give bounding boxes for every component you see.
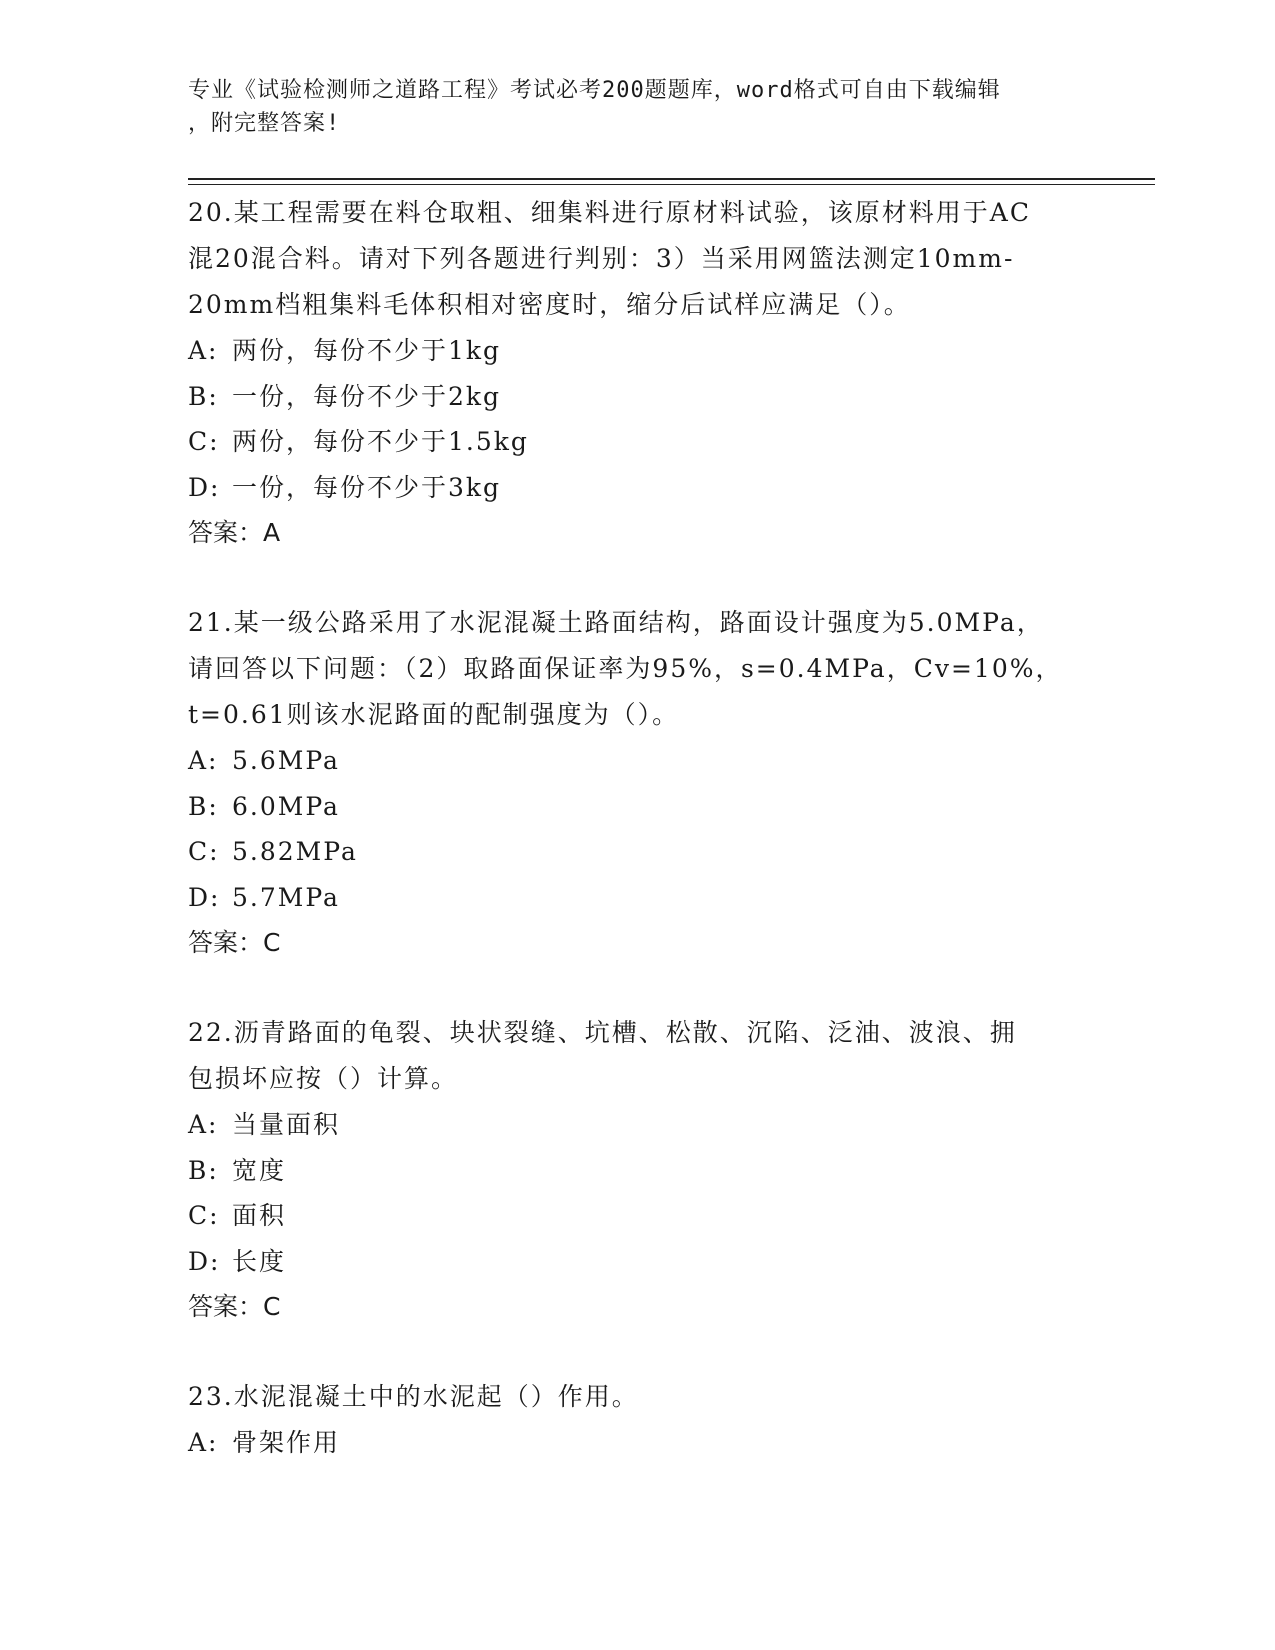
question-22 <box>188 1010 1088 1330</box>
option-letter: C: <box>188 427 220 456</box>
question-stem-line: 23.水泥混凝土中的水泥起（）作用。 <box>188 1382 639 1411</box>
option-text: 5.6MPa <box>232 746 340 775</box>
option-text: 骨架作用 <box>232 1428 341 1457</box>
question-stem-line: 请回答以下问题：（2）取路面保证率为95%，s=0.4MPa，Cv=10%， <box>188 654 1063 683</box>
option-c <box>188 1193 1088 1239</box>
option-text: 面积 <box>232 1201 287 1230</box>
answer-line: 答案：A <box>188 518 281 547</box>
option-text: 当量面积 <box>232 1110 341 1139</box>
header-divider-thin <box>188 184 1155 185</box>
option-text: 5.82MPa <box>232 837 358 866</box>
option-letter: D: <box>188 1246 221 1276</box>
option-letter: A: <box>188 746 219 775</box>
option-letter: B: <box>188 381 219 411</box>
option-letter: A: <box>188 1428 219 1457</box>
answer-line: 答案：C <box>188 1292 281 1321</box>
question-list <box>188 190 1088 1510</box>
option-b <box>188 784 1088 830</box>
option-text: 一份，每份不少于3kg <box>232 472 502 502</box>
option-b <box>188 1148 1088 1194</box>
option-text: 6.0MPa <box>232 791 340 821</box>
option-text: 长度 <box>232 1246 287 1276</box>
option-a <box>188 738 1088 784</box>
question-20 <box>188 190 1088 556</box>
question-stem-line: t=0.61则该水泥路面的配制强度为（）。 <box>188 700 680 729</box>
option-text: 一份，每份不少于2kg <box>232 381 502 411</box>
option-c <box>188 419 1088 465</box>
option-a <box>188 1420 1088 1466</box>
option-d <box>188 465 1088 511</box>
question-stem-line: 20mm档粗集料毛体积相对密度时，缩分后试样应满足（）。 <box>188 290 911 319</box>
option-text: 宽度 <box>232 1155 287 1185</box>
question-stem-line: 21.某一级公路采用了水泥混凝土路面结构，路面设计强度为5.0MPa， <box>188 608 1044 637</box>
option-d <box>188 1239 1088 1285</box>
document-header <box>188 74 1068 140</box>
option-c <box>188 829 1088 875</box>
question-stem-line: 包损坏应按（）计算。 <box>188 1064 459 1093</box>
answer-line: 答案：C <box>188 928 281 957</box>
option-letter: C: <box>188 837 220 866</box>
option-b <box>188 374 1088 420</box>
option-letter: D: <box>188 472 221 502</box>
option-d <box>188 875 1088 921</box>
option-text: 5.7MPa <box>232 882 340 912</box>
option-text: 两份，每份不少于1kg <box>232 336 502 365</box>
question-stem-line: 22.沥青路面的龟裂、块状裂缝、坑槽、松散、沉陷、泛油、波浪、拥 <box>188 1018 1017 1047</box>
option-letter: D: <box>188 882 221 912</box>
header-line-1: 专业《试验检测师之道路工程》考试必考200题题库，word格式可自由下载编辑 <box>188 78 1001 103</box>
question-21 <box>188 600 1088 966</box>
option-letter: B: <box>188 791 219 821</box>
option-letter: B: <box>188 1155 219 1185</box>
option-letter: C: <box>188 1201 220 1230</box>
option-a <box>188 1102 1088 1148</box>
option-letter: A: <box>188 336 219 365</box>
option-a <box>188 328 1088 374</box>
header-line-2: ，附完整答案! <box>188 111 341 136</box>
question-23 <box>188 1374 1088 1466</box>
question-stem-line: 混20混合料。请对下列各题进行判别：3）当采用网篮法测定10mm- <box>188 244 1015 273</box>
header-divider-thick <box>188 178 1155 180</box>
option-text: 两份，每份不少于1.5kg <box>232 427 529 456</box>
question-stem-line: 20.某工程需要在料仓取粗、细集料进行原材料试验，该原材料用于AC <box>188 198 1031 227</box>
option-letter: A: <box>188 1110 219 1139</box>
